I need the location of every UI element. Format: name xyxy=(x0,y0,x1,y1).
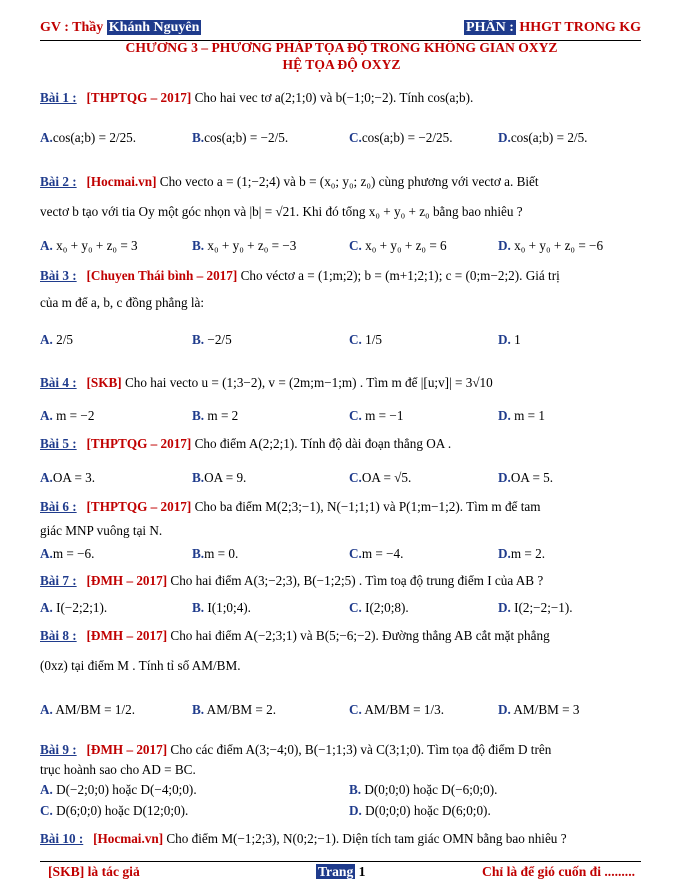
problem-4-option-d: D. m = 1 xyxy=(498,408,546,423)
problem-9-option-b: B. D(0;0;0) hoặc D(−6;0;0). xyxy=(349,782,498,797)
section-title: HỆ TỌA ĐỘ OXYZ xyxy=(282,57,401,72)
problem-2-option-b: B. x₀ + y₀ + z₀ = −3 xyxy=(192,238,297,253)
problem-1-option-c: C.cos(a;b) = −2/25. xyxy=(349,130,453,145)
problem-3-option-d: D. 1 xyxy=(498,332,521,347)
page-footer xyxy=(40,861,641,882)
problem-5-option-d: D.OA = 5. xyxy=(498,470,554,485)
problem-1-option-a: A.cos(a;b) = 2/25. xyxy=(40,130,137,145)
problem-8-option-a: A. AM/BM = 1/2. xyxy=(40,702,136,717)
problem-1-stem: Bài 1 : [THPTQG – 2017] Cho hai vec tơ a(2;1;0) và b(−1;0;−2). Tính cos(a;b). xyxy=(40,90,474,105)
problem-1-option-b: B.cos(a;b) = −2/5. xyxy=(192,130,289,145)
problem-6-option-b: B.m = 0. xyxy=(192,546,239,561)
problem-8-stem-line-2: (0xz) tại điểm M . Tính tỉ số AM/BM. xyxy=(40,658,241,673)
part-prefix: PHẦN : xyxy=(466,20,514,35)
problem-5-option-b: B.OA = 9. xyxy=(192,470,247,485)
problem-7-option-c: C. I(2;0;8). xyxy=(349,600,409,615)
problem-3-option-b: B. −2/5 xyxy=(192,332,232,347)
problem-7-option-b: B. I(1;0;4). xyxy=(192,600,251,615)
problem-3-stem-line-2: của m để a, b, c đồng phẳng là: xyxy=(40,295,205,310)
footer-motto: Chỉ là để gió cuốn đi ......... xyxy=(482,864,635,879)
problem-2-option-a: A. x₀ + y₀ + z₀ = 3 xyxy=(40,238,138,253)
problem-3-stem: Bài 3 : [Chuyen Thái bình – 2017] Cho véctơ a = (1;m;2); b = (m+1;2;1); c = (0;m−2;2). Giá trị xyxy=(40,268,560,283)
chapter-title: CHƯƠNG 3 – PHƯƠNG PHÁP TỌA ĐỘ TRONG KHÔNG GIAN OXYZ xyxy=(125,40,558,55)
page-number: Trang 1 xyxy=(318,864,366,879)
problem-6-stem: Bài 6 : [THPTQG – 2017] Cho ba điểm M(2;3;−1), N(−1;1;1) và P(1;m−1;2). Tìm m để tam xyxy=(40,499,541,514)
problem-7-option-a: A. I(−2;2;1). xyxy=(40,600,108,615)
problem-4-option-b: B. m = 2 xyxy=(192,408,239,423)
footer-author: [SKB] là tác giả xyxy=(48,864,140,879)
problem-9-stem-line-2: trục hoành sao cho AD = BC. xyxy=(40,762,196,777)
problem-6-option-d: D.m = 2. xyxy=(498,546,546,561)
problem-8-option-c: C. AM/BM = 1/3. xyxy=(349,702,445,717)
problem-9-option-a: A. D(−2;0;0) hoặc D(−4;0;0). xyxy=(40,782,197,797)
part-label: PHẦN : HHGT TRONG KG xyxy=(466,20,641,35)
problem-5-option-a: A.OA = 3. xyxy=(40,470,96,485)
problem-9-option-d: D. D(0;0;0) hoặc D(6;0;0). xyxy=(349,803,491,818)
problem-5-option-c: C.OA = √5. xyxy=(349,470,412,485)
problem-1-option-d: D.cos(a;b) = 2/5. xyxy=(498,130,588,145)
problem-3-option-a: A. 2/5 xyxy=(40,332,73,347)
problem-4-option-c: C. m = −1 xyxy=(349,408,404,423)
problem-2-stem-line-2: vectơ b tạo với tia Oy một góc nhọn và |b| = √21. Khi đó tổng x₀ + y₀ + z₀ bằng bao nhiêu ? xyxy=(40,204,523,219)
problem-5-stem: Bài 5 : [THPTQG – 2017] Cho điểm A(2;2;1). Tính độ dài đoạn thẳng OA . xyxy=(40,436,452,451)
problem-4-stem: Bài 4 : [SKB] Cho hai vecto u = (1;3−2), v = (2m;m−1;m) . Tìm m để |[u;v]| = 3√10 xyxy=(40,375,493,390)
problem-7-option-d: D. I(2;−2;−1). xyxy=(498,600,573,615)
problem-2-option-d: D. x₀ + y₀ + z₀ = −6 xyxy=(498,238,604,253)
problem-8-option-b: B. AM/BM = 2. xyxy=(192,702,277,717)
page-header xyxy=(40,20,641,41)
problem-9-option-c: C. D(6;0;0) hoặc D(12;0;0). xyxy=(40,803,189,818)
problem-6-option-a: A.m = −6. xyxy=(40,546,95,561)
problem-2-option-c: C. x₀ + y₀ + z₀ = 6 xyxy=(349,238,447,253)
problem-8-option-d: D. AM/BM = 3 xyxy=(498,702,580,717)
problem-6-option-c: C.m = −4. xyxy=(349,546,404,561)
problem-4-option-a: A. m = −2 xyxy=(40,408,95,423)
problem-7-stem: Bài 7 : [ĐMH – 2017] Cho hai điểm A(3;−2;3), B(−1;2;5) . Tìm toạ độ trung điểm I của AB ? xyxy=(40,573,544,588)
problem-3-option-c: C. 1/5 xyxy=(349,332,382,347)
problem-9-stem: Bài 9 : [ĐMH – 2017] Cho các điểm A(3;−4;0), B(−1;1;3) và C(3;1;0). Tìm tọa độ điểm D trên xyxy=(40,742,552,757)
teacher-name: Khánh Nguyên xyxy=(108,20,200,35)
problem-2-stem: Bài 2 : [Hocmai.vn] Cho vecto a = (1;−2;4) và b = (x₀; y₀; z₀) cùng phương với vectơ a. Biết xyxy=(40,174,539,189)
problem-8-stem: Bài 8 : [ĐMH – 2017] Cho hai điểm A(−2;3;1) và B(5;−6;−2). Đường thẳng AB cắt mặt phẳng xyxy=(40,628,550,643)
teacher-label: GV : Thầy Khánh Nguyên xyxy=(40,20,200,35)
problem-6-stem-line-2: giác MNP vuông tại N. xyxy=(40,523,163,538)
problem-10-stem: Bài 10 : [Hocmai.vn] Cho điểm M(−1;2;3), N(0;2;−1). Diện tích tam giác OMN bằng bao nhiêu ? xyxy=(40,831,567,846)
